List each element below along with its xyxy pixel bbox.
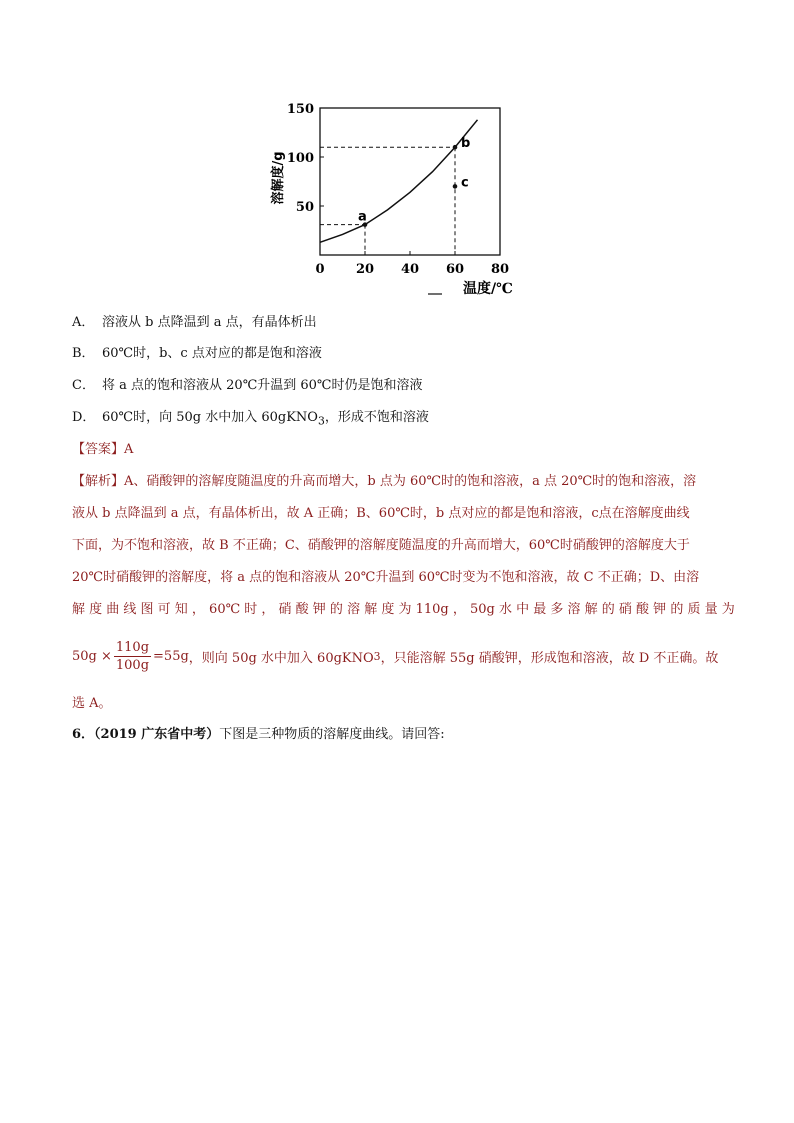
solubility-curve [320, 120, 478, 243]
after-formula-text-end: ，只能溶解 55g 硝酸钾，形成饱和溶液，故 D 不正确。故 [380, 650, 719, 666]
option-d-letter: D． [72, 410, 96, 425]
analysis-line-3: 下面，为不饱和溶液，故 B 不正确；C、硝酸钾的溶解度随温度的升高而增大，60℃时硝酸钾的溶解度大于 [72, 538, 690, 553]
question-6-source: （2019 广东省中考） [94, 727, 220, 742]
analysis-line-1-text: A、硝酸钾的溶解度随温度的升高而增大，b 点为 60℃时的饱和溶液，a 点 20℃时的饱和溶液，溶 [124, 474, 697, 489]
after-formula-subscript: 3 [373, 649, 381, 663]
option-a-letter: A． [72, 315, 95, 330]
question-6 [72, 725, 445, 745]
point-label-c: c [461, 175, 469, 191]
point-b [453, 145, 458, 150]
option-b [72, 345, 322, 363]
analysis-block [72, 466, 735, 626]
option-c-letter: C． [72, 378, 95, 393]
analysis-line-4: 20℃时硝酸钾的溶解度，将 a 点的饱和溶液从 20℃升温到 60℃时变为不饱和溶液，故 C 不正确；D、由溶 [72, 570, 700, 585]
question-6-number: 6． [72, 727, 95, 742]
option-b-letter: B． [72, 346, 95, 361]
x-tick-label: 40 [400, 262, 420, 277]
formula-left: 50g × [72, 648, 112, 664]
x-tick-label: 60 [445, 262, 465, 277]
option-a-text: 溶液从 b 点降温到 a 点，有晶体析出 [102, 315, 317, 330]
option-c [72, 377, 422, 395]
solubility-chart [270, 100, 530, 305]
point-label-b: b [461, 136, 471, 152]
analysis-line-1 [72, 466, 722, 498]
option-a [72, 314, 317, 332]
answer-value: A [124, 442, 134, 457]
point-label-a: a [358, 209, 367, 225]
formula-denominator: 100g [115, 657, 150, 673]
x-tick-label: 80 [490, 262, 510, 277]
analysis-last-line: 选 A。 [72, 696, 112, 711]
after-formula-text: ，则向 50g 水中加入 60gKNO [188, 650, 374, 666]
option-c-text: 将 a 点的饱和溶液从 20℃升温到 60℃时仍是饱和溶液 [102, 378, 423, 393]
y-axis-label: 溶解度/g [271, 151, 286, 205]
formula-numerator: 110g [115, 639, 150, 655]
option-d-text-end: ，形成不饱和溶液 [324, 410, 429, 425]
analysis-line-5: 解 度 曲 线 图 可 知 ， 60℃ 时 ， 硝 酸 钾 的 溶 解 度 为 110g ， 50g 水 中 最 多 溶 解 的 硝 酸 钾 的 质 量 为 [72, 602, 735, 617]
option-d [72, 409, 429, 431]
solubility-chart-svg [270, 100, 530, 305]
point-c [453, 184, 458, 189]
analysis-formula-line [72, 636, 718, 676]
x-tick-label: 20 [355, 262, 375, 277]
answer-label: 【答案】 [72, 442, 125, 457]
y-tick-label: 100 [286, 151, 314, 166]
question-6-text: 下图是三种物质的溶解度曲线。请回答: [219, 727, 445, 742]
x-tick-label: 0 [315, 262, 325, 277]
option-d-text: 60℃时，向 50g 水中加入 60gKNO [102, 410, 318, 425]
option-d-subscript: 3 [317, 414, 325, 428]
x-axis-label: 温度/℃ [463, 281, 513, 297]
y-tick-label: 150 [286, 102, 314, 117]
formula-right: =55g [153, 648, 189, 664]
analysis-label: 【解析】 [72, 474, 125, 489]
analysis-line-2: 液从 b 点降温到 a 点，有晶体析出，故 A 正确；B、60℃时，b 点对应的都是饱和溶液，c点在溶解度曲线 [72, 506, 690, 521]
formula-fraction [114, 639, 151, 674]
answer-line [72, 441, 133, 459]
y-tick-label: 50 [295, 200, 314, 215]
option-b-text: 60℃时，b、c 点对应的都是饱和溶液 [102, 346, 322, 361]
